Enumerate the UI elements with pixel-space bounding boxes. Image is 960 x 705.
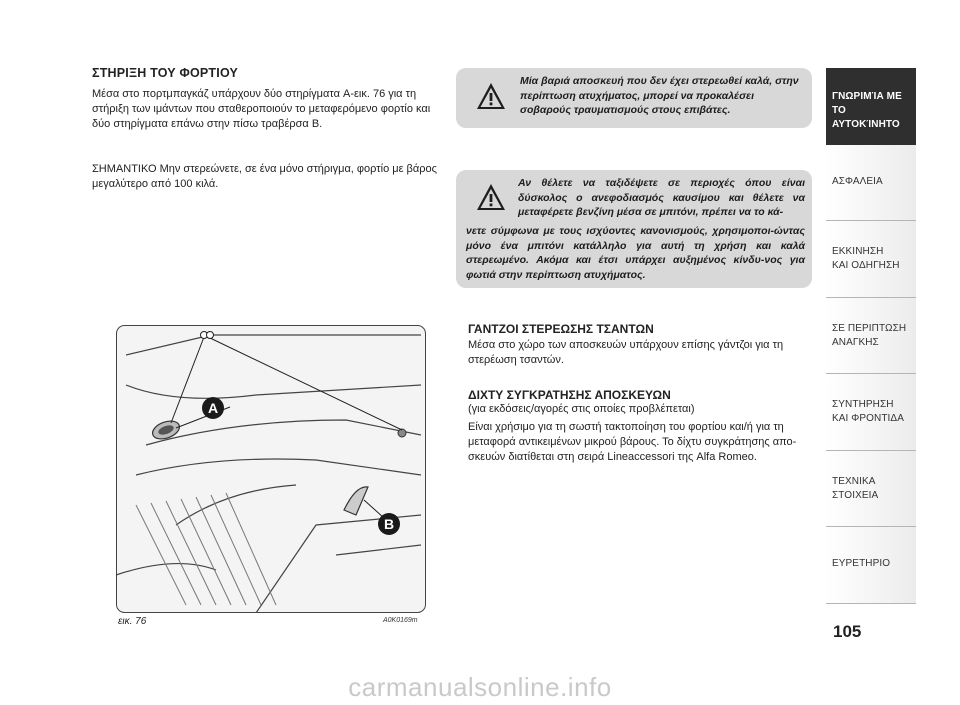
tab-label-line2: ΑΥΤΟΚΊΝΗΤΟ (832, 119, 900, 130)
warning-text-heavy-luggage: Μία βαριά αποσκευή που δεν έχει στερεωθεί καλά, στην περίπτωση ατυχήματος, μπορεί να προκαλέσει σοβαρούς τραυματισμούς στους επιβάτες. (520, 75, 799, 116)
paragraph-bag-hooks: Μέσα στο χώρο των αποσκευών υπάρχουν επίσης γάντζοι για τη στερέωση τσαντών. (468, 339, 784, 366)
tab-label-line2: ΚΑΙ ΟΔΗΓΗΣΗ (832, 260, 900, 271)
tab-safety[interactable] (826, 145, 916, 222)
tab-label-line2: ΣΤΟΙΧΕΙΑ (832, 489, 879, 501)
trunk-illustration (116, 325, 426, 613)
tab-label-line1: ΕΥΡΕΤΗΡΙΟ (832, 558, 891, 569)
tab-maintenance[interactable] (826, 374, 916, 451)
tab-label-line1: ΕΚΚΙΝΗΣΗ (832, 246, 884, 257)
warning-triangle-icon (476, 82, 506, 110)
tab-index[interactable] (826, 527, 916, 604)
paragraph-cargo-support: Μέσα στο πορτμπαγκάζ υπάρχουν δύο στηρίγματα A-εικ. 76 για τη στήριξη των ιμάντων που σταθεροποιούν το μεταφερόμενο φορτίο και δύο στηρίγματα επάνω στην πίσω τραβέρσα B. (92, 88, 431, 130)
warning-triangle-icon (476, 183, 506, 211)
callout-marker-b: B (378, 513, 400, 535)
tab-getting-to-know-car[interactable] (826, 68, 916, 145)
chapter-tabs (826, 68, 916, 604)
warning-box-fuel-can (456, 170, 812, 288)
tab-label-line2: ΑΝΑΓΚΗΣ (832, 336, 879, 348)
subheading-luggage-net: (για εκδόσεις/αγορές στις οποίες προβλέπεται) (468, 403, 695, 415)
tab-label-line1: ΣΕ ΠΕΡΙΠΤΩΣΗ (832, 322, 907, 334)
tab-label-line1: ΣΥΝΤΗΡΗΣΗ (832, 399, 894, 410)
tab-label-line1: ΑΣΦΑΛΕΙΑ (832, 175, 883, 187)
figure-code: A0K0169m (383, 617, 418, 624)
warning-text-fuel-can-part2: νετε σύμφωνα με τους ισχύοντες κανονισμούς, χρησιμοποι-ώντας μόνο ένα μπιτόνι κατάλληλο για αυτή τη χρήση και καλά στερεωμένο. Ακόμα και έτσι υπάρχει αυξημένος κίνδυ-νος για φωτιά στην περίπτωση ατυχήματος. (466, 225, 805, 281)
tab-label-line2: ΚΑΙ ΦΡΟΝΤΙΔΑ (832, 413, 904, 424)
tab-technical-data[interactable] (826, 451, 916, 528)
figure-label: εικ. 76 (118, 616, 147, 627)
section-heading-cargo-support: ΣΤΗΡΙΞΗ ΤΟΥ ΦΟΡΤΙΟΥ (92, 66, 239, 80)
tab-label-line1: ΤΕΧΝΙΚΑ (832, 475, 876, 487)
watermark-text[interactable]: carmanualsonline.info (348, 672, 612, 702)
tab-starting-driving[interactable] (826, 221, 916, 298)
section-heading-bag-hooks: ΓΑΝΤΖΟΙ ΣΤΕΡΕΩΣΗΣ ΤΣΑΝΤΩΝ (468, 322, 654, 336)
warning-box-heavy-luggage (456, 68, 812, 128)
callout-marker-a: A (202, 397, 224, 419)
paragraph-important-note: ΣΗΜΑΝΤΙΚΟ Μην στερεώνετε, σε ένα μόνο στήριγμα, φορτίο με βάρος μεγαλύτερο από 100 κιλά. (92, 163, 437, 190)
paragraph-luggage-net: Είναι χρήσιμο για τη σωστή τακτοποίηση του φορτίου και/ή για τη μεταφορά αντικειμένων μικρού βάρους. Το δίχτυ συγκράτησης απο-σκευών διατίθεται στη σειρά Lineaccessori της Alfa Romeo. (468, 421, 797, 463)
section-heading-luggage-net: ΔΙΧΤΥ ΣΥΓΚΡΑΤΗΣΗΣ ΑΠΟΣΚΕΥΩΝ (468, 388, 671, 402)
warning-text-fuel-can-part1: Αν θέλετε να ταξιδέψετε σε περιοχές όπου είναι δύσκολος ο ανεφοδιασμός καυσίμου και θέλετε να μεταφέρετε βενζίνη μέσα σε μπιτόνι, πρέπει να το κά- (518, 177, 805, 218)
tab-label-line1: ΓΝΩΡΙΜΊΑ ΜΕ ΤΟ (832, 91, 902, 116)
tab-emergency[interactable] (826, 298, 916, 375)
page-number: 105 (833, 622, 862, 641)
